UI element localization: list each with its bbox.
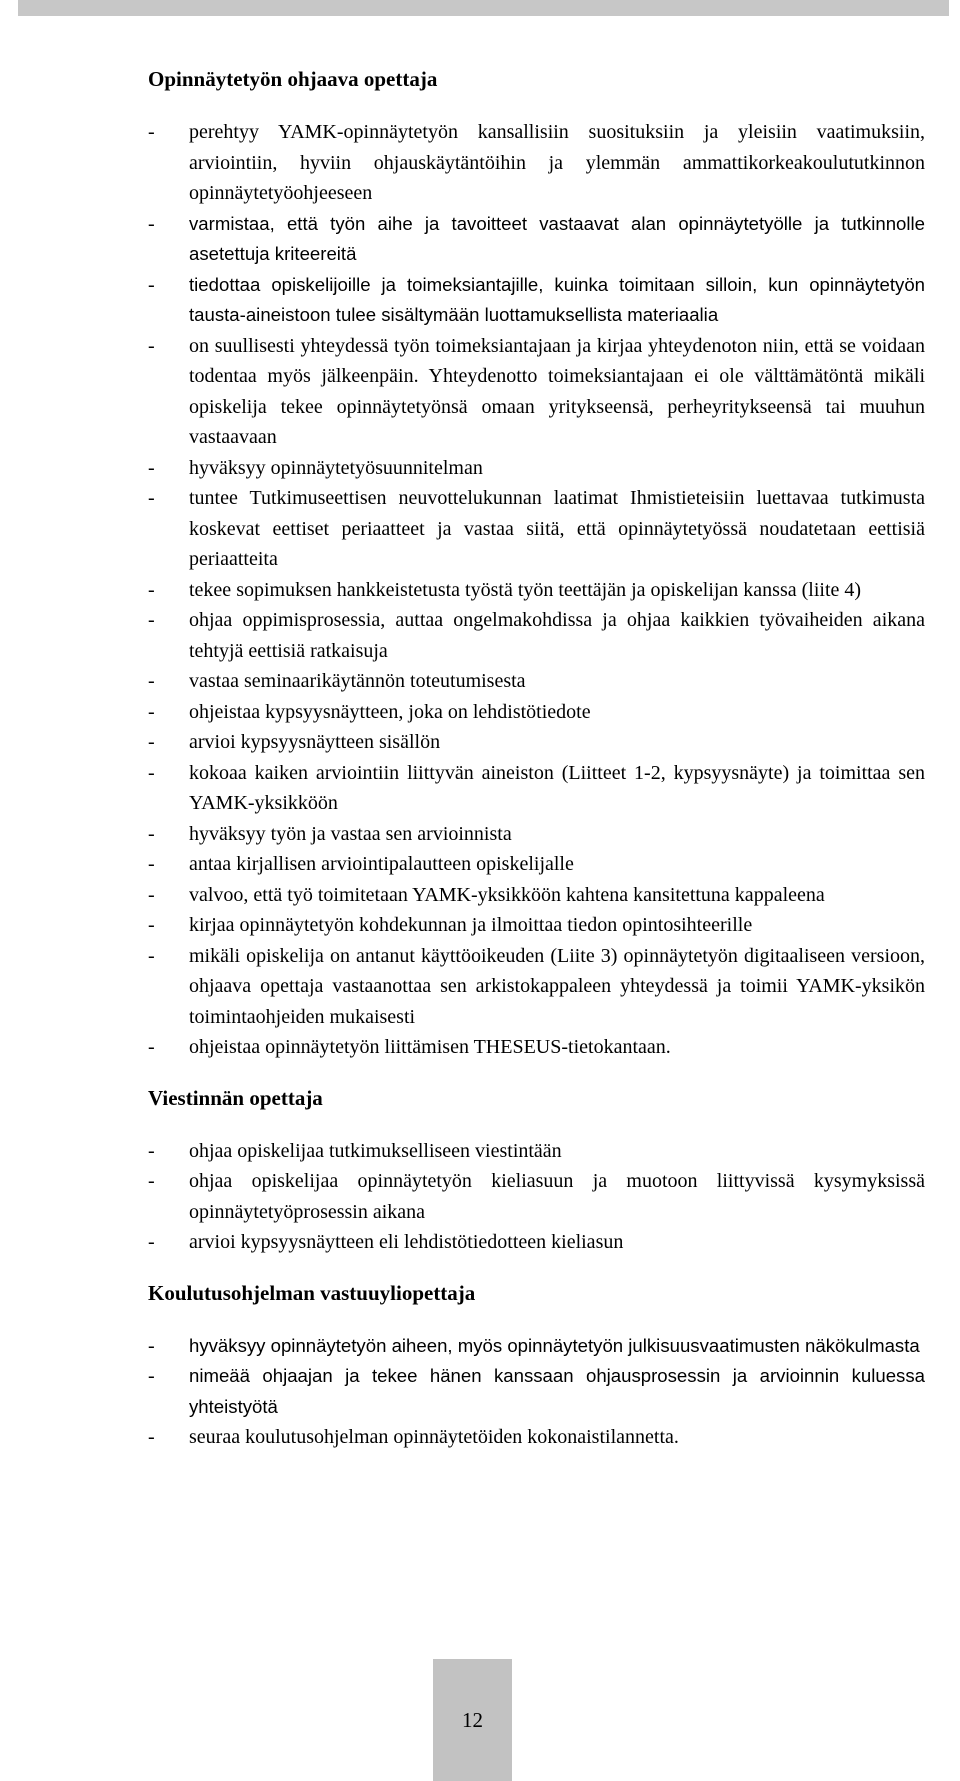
list-item-text: nimeää ohjaajan ja tekee hänen kanssaan ohjausprosessin ja arvioinnin kuluessa yhteistyötä [189, 1365, 925, 1417]
list-item-text: ohjaa opiskelijaa tutkimukselliseen viestintään [189, 1139, 562, 1162]
responsibility-list [148, 1331, 925, 1453]
list-item [148, 1032, 925, 1063]
list-item-text: hyväksyy opinnäytetyösuunnitelman [189, 456, 483, 479]
list-item [148, 1331, 925, 1362]
section-ohjaava-opettaja [148, 64, 925, 1063]
list-dash: - [148, 944, 155, 967]
list-item [148, 209, 925, 270]
list-item-text: perehtyy YAMK-opinnäytetyön kansallisiin suosituksiin ja yleisiin vaatimuksiin, arviointiin, hyviin ohjauskäytäntöihin ja ylemmän ammattikorkeakoulututkinnon opinnäytetyöohjeeseen [189, 121, 925, 204]
list-item [148, 453, 925, 484]
list-dash: - [148, 914, 155, 936]
list-item-text: arvioi kypsyysnäytteen sisällön [189, 731, 441, 753]
list-item-text: valvoo, että työ toimitetaan YAMK-yksikköön kahtena kansitettuna kappaleena [189, 883, 825, 906]
list-item [148, 117, 925, 209]
list-item [148, 758, 925, 819]
list-item [148, 483, 925, 575]
list-dash: - [148, 1139, 155, 1162]
section-viestinnan-opettaja [148, 1083, 925, 1258]
page-number: 12 [462, 1707, 483, 1732]
list-item-text: kirjaa opinnäytetyön kohdekunnan ja ilmoittaa tiedon opintosihteerille [189, 914, 753, 936]
list-item [148, 849, 925, 880]
list-dash: - [148, 456, 155, 479]
list-item-text: kokoaa kaiken arviointiin liittyvän aineiston (Liitteet 1-2, kypsyysnäyte) ja toimittaa sen YAMK-yksikköön [189, 761, 925, 814]
list-item-text: antaa kirjallisen arviointipalautteen opiskelijalle [189, 853, 574, 875]
list-dash: - [148, 273, 155, 296]
list-item-text: vastaa seminaarikäytännön toteutumisesta [189, 670, 526, 692]
list-item [148, 697, 925, 728]
list-dash: - [148, 578, 155, 601]
list-item [148, 575, 925, 606]
list-dash: - [148, 212, 155, 235]
list-item-text: ohjaa oppimisprosessia, auttaa ongelmakohdissa ja ohjaa kaikkien työvaiheiden aikana tehtyjä eettisiä ratkaisuja [189, 609, 925, 662]
list-item [148, 331, 925, 453]
list-dash: - [148, 1365, 155, 1387]
list-item [148, 941, 925, 1033]
list-item [148, 1422, 925, 1453]
section-heading: Viestinnän opettaja [148, 1085, 323, 1110]
list-item-text: on suullisesti yhteydessä työn toimeksiantajaan ja kirjaa yhteydenoton niin, että se voidaan todentaa myös jälkeenpäin. Yhteydenotto toimeksiantajaan ei ole välttämätöntä mikäli opiskelija tekee opinnäytetyönsä omaan yritykseensä, perheyritykseensä tai muuhun vastaavaan [189, 334, 925, 448]
page-top-bar [18, 0, 949, 16]
list-item [148, 1136, 925, 1167]
list-dash: - [148, 761, 155, 784]
document-body [148, 64, 925, 1453]
list-dash: - [148, 731, 155, 753]
list-dash: - [148, 1334, 155, 1357]
list-dash: - [148, 700, 155, 723]
list-item-text: hyväksyy opinnäytetyön aiheen, myös opinnäytetyön julkisuusvaatimusten näkökulmasta [189, 1334, 920, 1356]
list-item [148, 1227, 925, 1258]
list-dash: - [148, 609, 155, 631]
list-item-text: seuraa koulutusohjelman opinnäytetöiden kokonaistilannetta. [189, 1426, 679, 1448]
list-item [148, 819, 925, 850]
list-dash: - [148, 822, 155, 845]
section-heading: Opinnäytetyön ohjaava opettaja [148, 67, 438, 91]
list-item-text: mikäli opiskelija on antanut käyttöoikeuden (Liite 3) opinnäytetyön digitaaliseen versioon, ohjaava opettaja vastaanottaa sen arkistokappaleen yhteydessä ja toimii YAMK-yksikön toimintaohjeiden mukaisesti [189, 944, 925, 1028]
list-item [148, 910, 925, 941]
list-item [148, 1361, 925, 1422]
list-item-text: tiedottaa opiskelijoille ja toimeksiantajille, kuinka toimitaan silloin, kun opinnäytetyön tausta-aineistoon tulee sisältymään luottamuksellista materiaalia [189, 273, 925, 325]
list-item-text: hyväksyy työn ja vastaa sen arvioinnista [189, 822, 512, 845]
list-dash: - [148, 1036, 155, 1058]
list-dash: - [148, 853, 155, 875]
section-vastuuyliopettaja [148, 1278, 925, 1453]
list-item [148, 880, 925, 911]
list-item [148, 605, 925, 666]
list-item-text: arvioi kypsyysnäytteen eli lehdistötiedotteen kieliasun [189, 1231, 624, 1253]
list-item-text: varmistaa, että työn aihe ja tavoitteet vastaavat alan opinnäytetyölle ja tutkinnolle asetettuja kriteereitä [189, 212, 925, 264]
responsibility-list [148, 117, 925, 1063]
list-item-text: tekee sopimuksen hankkeistetusta työstä työn teettäjän ja opiskelijan kanssa (liite 4) [189, 578, 862, 601]
list-dash: - [148, 1426, 155, 1448]
list-dash: - [148, 487, 155, 509]
page-number-box [433, 1659, 512, 1781]
list-item-text: ohjaa opiskelijaa opinnäytetyön kieliasuun ja muotoon liittyvissä kysymyksissä opinnäytetyöprosessin aikana [189, 1170, 925, 1223]
list-dash: - [148, 1231, 155, 1253]
list-dash: - [148, 1170, 155, 1192]
list-item [148, 727, 925, 758]
list-dash: - [148, 121, 155, 143]
list-dash: - [148, 334, 155, 357]
list-dash: - [148, 670, 155, 692]
list-item [148, 270, 925, 331]
list-item-text: tuntee Tutkimuseettisen neuvottelukunnan laatimat Ihmistieteisiin luettavaa tutkimusta koskevat eettiset periaatteet ja vastaa siitä, että opinnäytetyössä noudatetaan eettisiä periaatteita [189, 487, 925, 570]
section-heading: Koulutusohjelman vastuuyliopettaja [148, 1280, 476, 1305]
list-item-text: ohjeistaa kypsyysnäytteen, joka on lehdistötiedote [189, 700, 591, 723]
responsibility-list [148, 1136, 925, 1258]
list-item [148, 666, 925, 697]
list-dash: - [148, 883, 155, 906]
list-item [148, 1166, 925, 1227]
list-item-text: ohjeistaa opinnäytetyön liittämisen THESEUS-tietokantaan. [189, 1036, 671, 1058]
